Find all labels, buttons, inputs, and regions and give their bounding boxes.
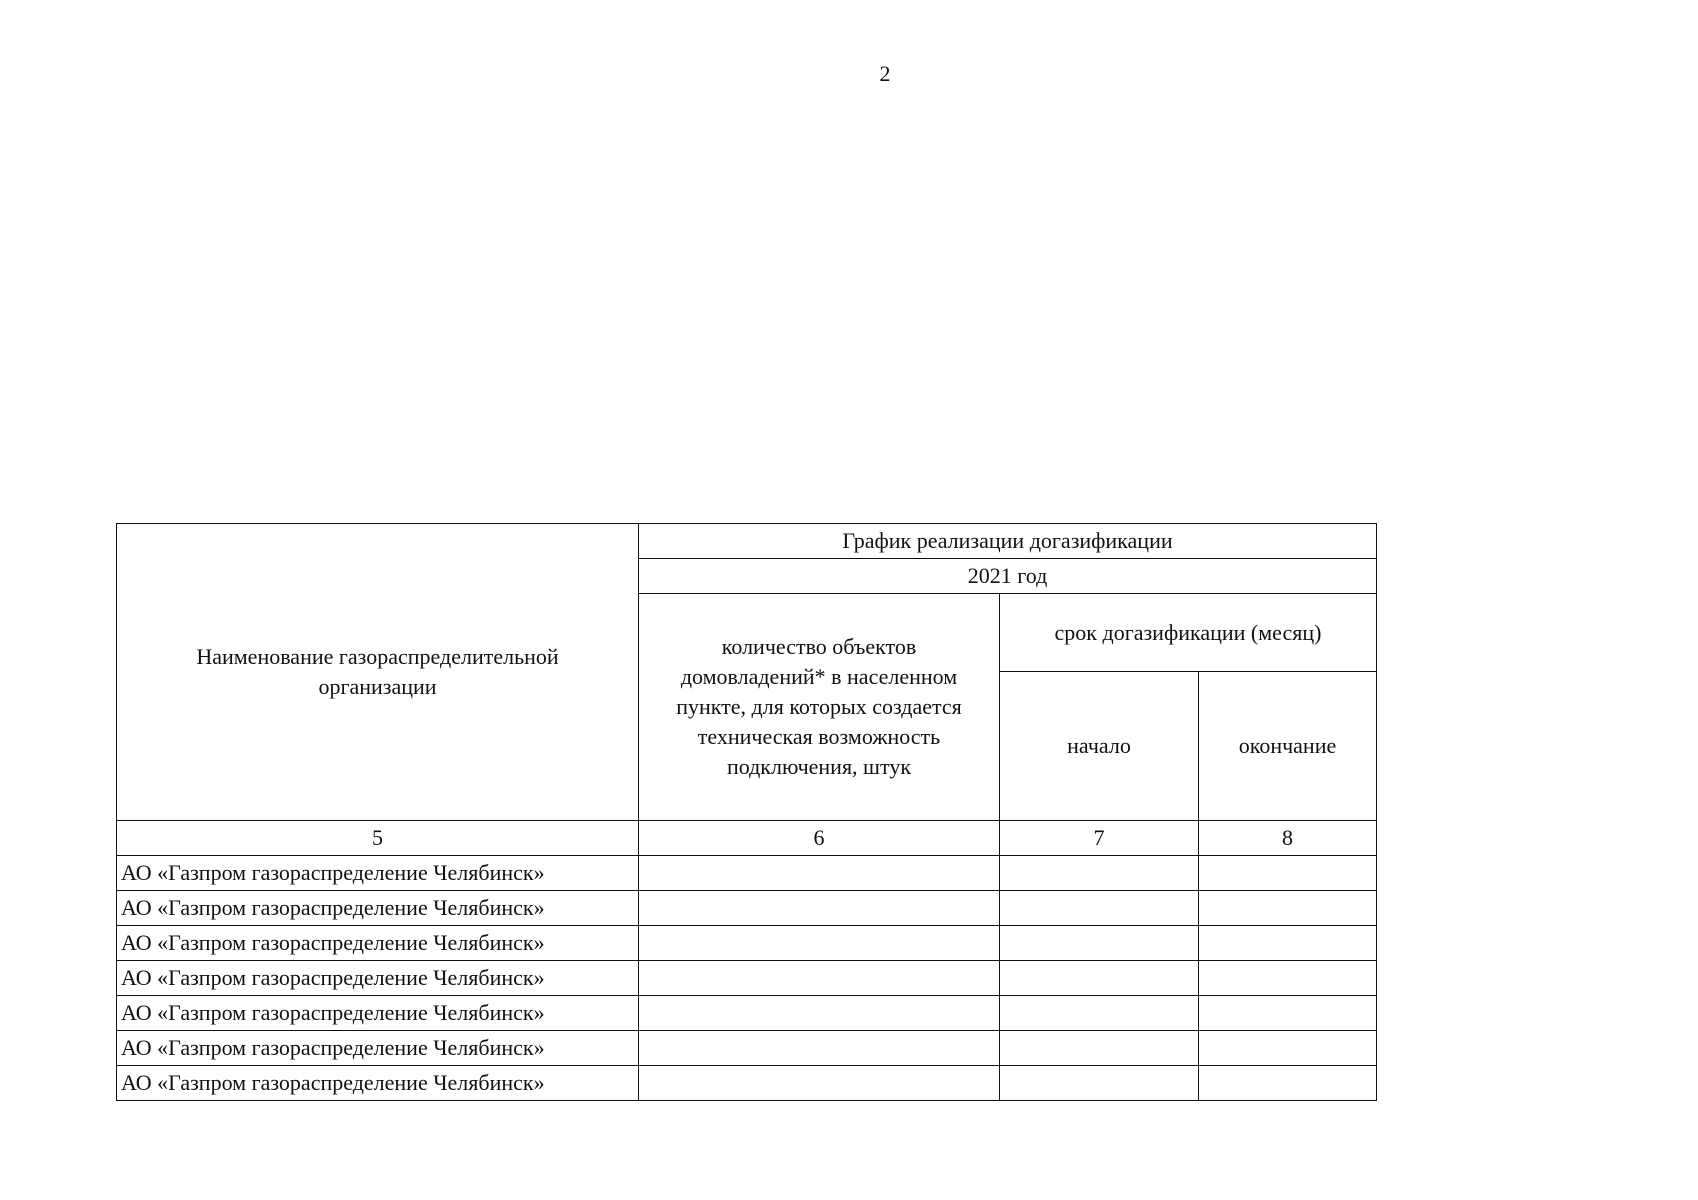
column-number: 7 [1000, 821, 1199, 856]
header-row-title [117, 524, 1377, 559]
end-cell [1199, 926, 1377, 961]
org-name-cell: АО «Газпром газораспределение Челябинск» [117, 961, 639, 996]
table-row [117, 1031, 1377, 1066]
column-number: 6 [639, 821, 1000, 856]
end-cell [1199, 996, 1377, 1031]
column-number: 8 [1199, 821, 1377, 856]
table-row [117, 996, 1377, 1031]
org-name-cell: АО «Газпром газораспределение Челябинск» [117, 1031, 639, 1066]
header-term: срок догазификации (месяц) [1000, 594, 1377, 672]
org-name-cell: АО «Газпром газораспределение Челябинск» [117, 856, 639, 891]
start-cell [1000, 996, 1199, 1031]
start-cell [1000, 891, 1199, 926]
count-cell [639, 856, 1000, 891]
end-cell [1199, 891, 1377, 926]
table-body [117, 524, 1377, 1101]
table-row [117, 891, 1377, 926]
start-cell [1000, 1066, 1199, 1101]
start-cell [1000, 961, 1199, 996]
page-number: 2 [879, 61, 891, 86]
header-end: окончание [1199, 672, 1377, 821]
count-cell [639, 1066, 1000, 1101]
table-row [117, 1066, 1377, 1101]
header-org-name: Наименование газораспределительной организации [117, 524, 639, 821]
count-cell [639, 926, 1000, 961]
header-schedule: График реализации догазификации [639, 524, 1377, 559]
org-name-cell: АО «Газпром газораспределение Челябинск» [117, 996, 639, 1031]
end-cell [1199, 856, 1377, 891]
end-cell [1199, 1031, 1377, 1066]
gasification-schedule-table [116, 523, 1377, 1101]
count-cell [639, 996, 1000, 1031]
header-start: начало [1000, 672, 1199, 821]
header-object-count: количество объектов домовладений* в населенном пункте, для которых создается техническая возможность подключения, штук [639, 594, 1000, 821]
org-name-cell: АО «Газпром газораспределение Челябинск» [117, 1066, 639, 1101]
count-cell [639, 961, 1000, 996]
table-row [117, 926, 1377, 961]
start-cell [1000, 856, 1199, 891]
header-year: 2021 год [639, 559, 1377, 594]
count-cell [639, 1031, 1000, 1066]
column-number-row [117, 821, 1377, 856]
org-name-cell: АО «Газпром газораспределение Челябинск» [117, 926, 639, 961]
end-cell [1199, 961, 1377, 996]
start-cell [1000, 1031, 1199, 1066]
end-cell [1199, 1066, 1377, 1101]
column-number: 5 [117, 821, 639, 856]
start-cell [1000, 926, 1199, 961]
org-name-cell: АО «Газпром газораспределение Челябинск» [117, 891, 639, 926]
count-cell [639, 891, 1000, 926]
table-row [117, 856, 1377, 891]
table-row [117, 961, 1377, 996]
